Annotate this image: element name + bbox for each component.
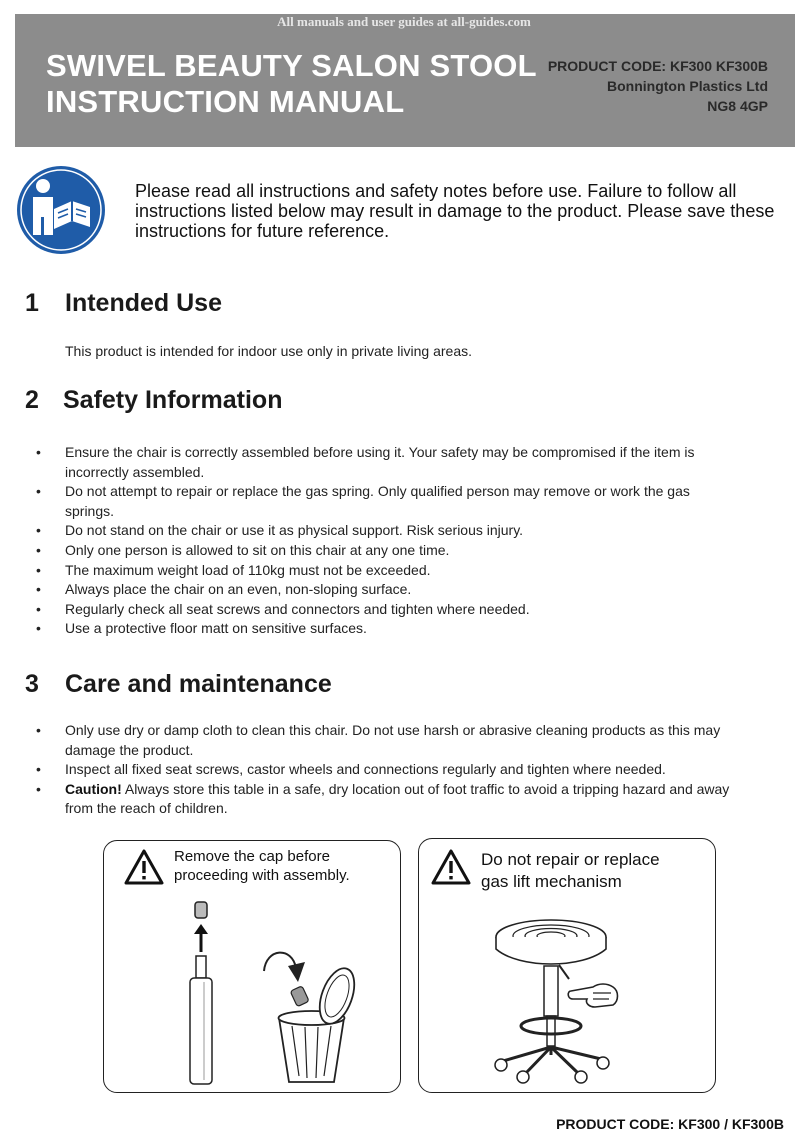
title-line-2: INSTRUCTION MANUAL xyxy=(46,84,405,119)
warning-box-gas-lift xyxy=(418,838,716,1093)
list-item: • Only use dry or damp cloth to clean this chair. Do not use harsh or abrasive cleaning products as this may damage the product. xyxy=(36,721,736,760)
warning-text-remove-cap: Remove the cap before proceeding with assembly. xyxy=(174,848,350,884)
read-manual-icon xyxy=(16,165,106,255)
list-item: • Use a protective floor matt on sensitive surfaces. xyxy=(36,619,736,639)
list-item: • Only one person is allowed to sit on this chair at any one time. xyxy=(36,541,736,561)
section-1-number: 1 xyxy=(25,289,39,317)
care-list xyxy=(36,721,736,819)
header-postcode: NG8 4GP xyxy=(707,98,768,114)
list-item: • Do not attempt to repair or replace the gas spring. Only qualified person may remove or work the gas springs. xyxy=(36,482,736,521)
header-product-code: PRODUCT CODE: KF300 KF300B xyxy=(547,58,768,74)
remove-cap-illustration xyxy=(174,896,384,1086)
section-1-title: Intended Use xyxy=(65,289,222,317)
title-line-1: SWIVEL BEAUTY SALON STOOL xyxy=(46,48,537,83)
warning-text-gas-lift: Do not repair or replace gas lift mechanism xyxy=(481,850,660,891)
header-banner xyxy=(15,14,795,147)
header-info xyxy=(548,56,768,116)
section-2-title: Safety Information xyxy=(63,386,283,414)
list-item: • Regularly check all seat screws and connectors and tighten where needed. xyxy=(36,600,736,620)
warning-triangle-icon xyxy=(124,849,164,885)
list-item: • Inspect all fixed seat screws, castor wheels and connections regularly and tighten where needed. xyxy=(36,760,736,780)
list-item xyxy=(36,780,736,819)
caution-text: Always store this table in a safe, dry location out of foot traffic to avoid a tripping hazard and away from the reach of children. xyxy=(65,780,730,817)
list-item: • The maximum weight load of 110kg must not be exceeded. xyxy=(36,561,736,581)
section-3-number: 3 xyxy=(25,670,39,698)
list-item: • Ensure the chair is correctly assembled before using it. Your safety may be compromised if the item is incorrectly assembled. xyxy=(36,443,736,482)
document-title xyxy=(46,48,537,120)
watermark: All manuals and user guides at all-guides.com xyxy=(277,14,531,29)
intro-text: Please read all instructions and safety notes before use. Failure to follow all instructions listed below may result in damage to the product. Please save these instructions for future reference. xyxy=(135,181,775,241)
stool-illustration xyxy=(489,909,659,1085)
section-2-number: 2 xyxy=(25,386,39,414)
warning-triangle-icon xyxy=(431,849,471,885)
list-item: • Always place the chair on an even, non-sloping surface. xyxy=(36,580,736,600)
header-company: Bonnington Plastics Ltd xyxy=(607,78,768,94)
caution-label: Caution! xyxy=(65,780,122,797)
warning-box-remove-cap xyxy=(103,840,401,1093)
intended-use-text: This product is intended for indoor use only in private living areas. xyxy=(65,343,472,359)
list-item: • Do not stand on the chair or use it as physical support. Risk serious injury. xyxy=(36,521,736,541)
section-3-title: Care and maintenance xyxy=(65,670,332,698)
safety-list xyxy=(36,443,736,639)
footer-product-code: PRODUCT CODE: KF300 / KF300B xyxy=(556,1116,784,1132)
